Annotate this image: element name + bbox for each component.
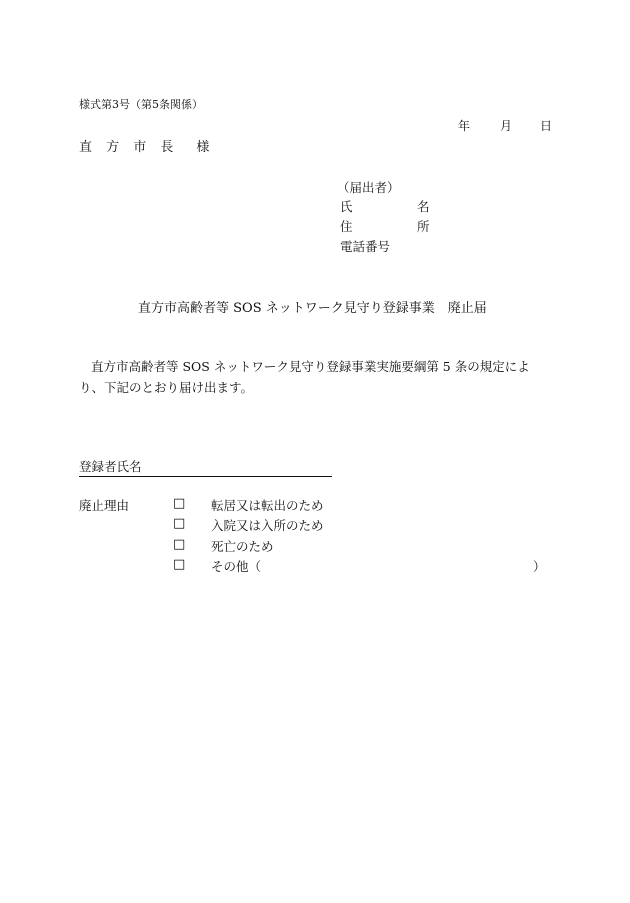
reason-label: 廃止理由 [79,498,130,513]
reason-option: 転居又は転出のため [211,498,324,513]
registrant-name-label: 登録者氏名 [79,459,142,474]
checkbox[interactable]: □ [173,496,186,511]
form-number: 様式第3号（第5条関係） [79,98,203,111]
reason-option: 死亡のため [211,539,274,554]
date-month-label: 月 [500,119,513,133]
addressee: 直 方 市 長 様 [79,140,215,155]
checkbox[interactable]: □ [173,557,186,572]
date-year-label: 年 [458,119,471,133]
document-title: 直方市高齢者等 SOS ネットワーク見守り登録事業 廃止届 [138,301,487,316]
reason-option: その他（ [211,559,262,574]
applicant-name-label: 氏 名 [340,199,456,214]
applicant-phone-label: 電話番号 [340,239,391,254]
checkbox[interactable]: □ [173,516,186,531]
checkbox[interactable]: □ [173,537,186,552]
body-text: 直方市高齢者等 SOS ネットワーク見守り登録事業実施要綱第 5 条の規定により、下記のとおり届け出ます。 [79,359,530,395]
applicant-address-label: 住 所 [340,219,456,234]
other-reason-close-paren: ） [533,559,546,574]
registrant-name-field[interactable] [79,457,332,477]
reason-option: 入院又は入所のため [211,518,324,533]
applicant-label: （届出者） [337,180,400,195]
date-day-label: 日 [540,119,553,133]
